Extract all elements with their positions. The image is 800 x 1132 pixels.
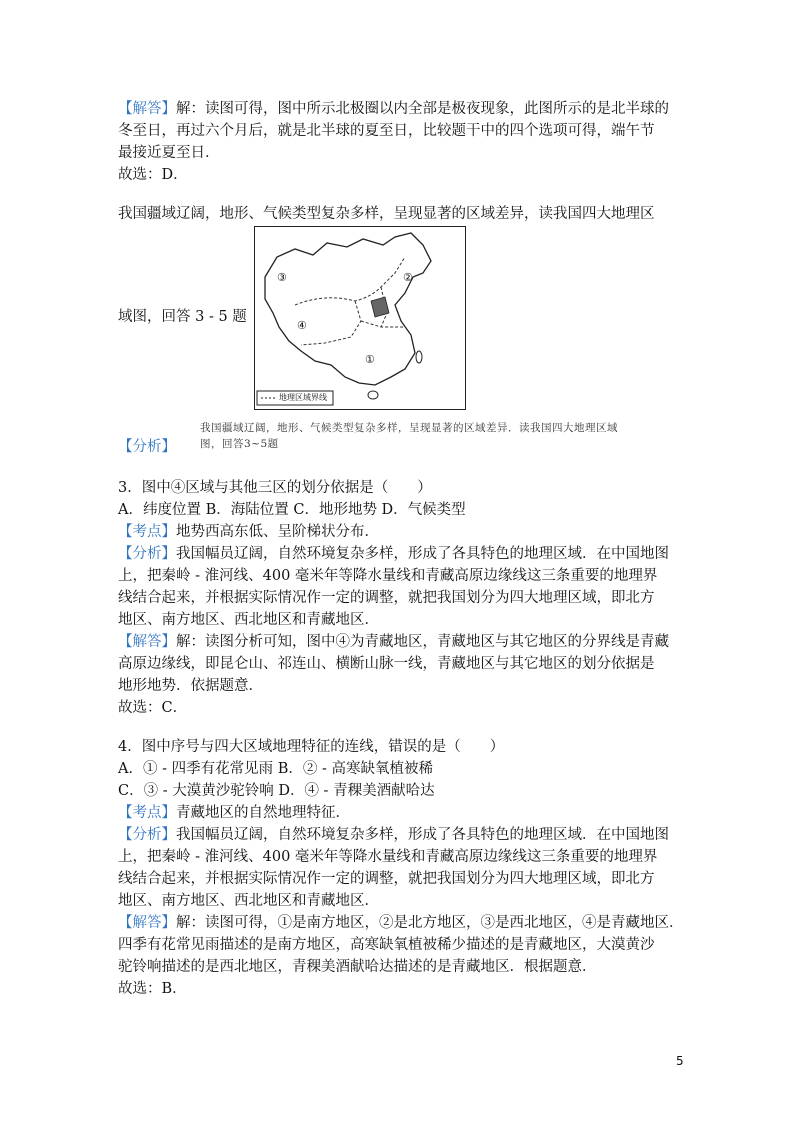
q4-kaodian: 【考点】青藏地区的自然地理特征．: [118, 805, 350, 821]
solution-tag: 【解答】: [118, 101, 176, 117]
q3-answer: 故选：C．: [118, 700, 188, 716]
q2-solution-line-3: 最接近夏至日．: [118, 145, 220, 161]
map-caption-line-2: 图，回答3~5题: [200, 438, 279, 450]
page-number: 5: [676, 1054, 684, 1068]
q3-fenxi-line-1: 【分析】我国幅员辽阔，自然环境复杂多样，形成了各具特色的地理区域．在中国地图: [118, 546, 669, 562]
map-caption-line-1: 我国疆域辽阔，地形、气候类型复杂多样，呈现显著的区域差异．读我国四大地理区域: [200, 422, 618, 434]
q2-solution-line-2: 冬至日，再过六个月后，就是北半球的夏至日，比较题干中的四个选项可得，端午节: [118, 123, 655, 139]
q4-fenxi-line-3: 线结合起来，并根据实际情况作一定的调整，就把我国划分为四大地理区域，即北方: [118, 871, 655, 887]
q4-options-line-1: A．① - 四季有花常见雨 B．② - 高寒缺氧植被稀: [118, 761, 433, 777]
q3-jieda-line-1: 【解答】解：读图分析可知，图中④为青藏地区，青藏地区与其它地区的分界线是青藏: [118, 634, 669, 650]
q3-kaodian: 【考点】地势西高东低、呈阶梯状分布．: [118, 524, 379, 540]
q4-jieda-line-2: 四季有花常见雨描述的是南方地区，高寒缺氧植被稀少描述的是青藏地区，大漠黄沙: [118, 937, 655, 953]
q3-fenxi-line-3: 线结合起来，并根据实际情况作一定的调整，就把我国划分为四大地理区域，即北方: [118, 590, 655, 606]
q3-options: A．纬度位置 B．海陆位置 C．地形地势 D．气候类型: [118, 502, 466, 518]
q3-jieda-line-2: 高原边缘线，即昆仑山、祁连山、横断山脉一线，青藏地区与其它地区的划分依据是: [118, 656, 655, 672]
intro-analysis-tag: 【分析】: [118, 439, 176, 455]
q3-stem: 3．图中④区域与其他三区的划分依据是（ ）: [118, 480, 432, 496]
q2-answer: 故选：D．: [118, 167, 188, 183]
q4-fenxi-line-4: 地区、南方地区、西北地区和青藏地区．: [118, 893, 379, 909]
q4-jieda-line-1: 【解答】解：读图可得，①是南方地区，②是北方地区，③是西北地区，④是青藏地区．: [118, 915, 684, 931]
q2-solution-line-1: 【解答】解：读图可得，图中所示北极圈以内全部是极夜现象，此图所示的是北半球的: [118, 101, 669, 117]
q4-jieda-line-3: 驼铃响描述的是西北地区，青稞美酒献哈达描述的是青藏地区．根据题意．: [118, 959, 597, 975]
map-legend-label: 地理区域界线: [279, 393, 327, 402]
map-drawing: [255, 227, 465, 409]
china-regions-map: [254, 226, 466, 410]
map-label-3: ③: [277, 271, 287, 284]
q4-fenxi-line-2: 上，把秦岭 - 淮河线、400 毫米年等降水量线和青藏高原边缘线这三条重要的地理界: [118, 849, 658, 865]
q4-fenxi-line-1: 【分析】我国幅员辽阔，自然环境复杂多样，形成了各具特色的地理区域．在中国地图: [118, 827, 669, 843]
q4-answer: 故选：B．: [118, 981, 187, 997]
q4-options-line-2: C．③ - 大漠黄沙驼铃响 D．④ - 青稞美酒献哈达: [118, 783, 435, 799]
q3-fenxi-line-4: 地区、南方地区、西北地区和青藏地区．: [118, 612, 379, 628]
q4-stem: 4．图中序号与四大区域地理特征的连线，错误的是（ ）: [118, 739, 505, 755]
map-label-4: ④: [297, 319, 307, 332]
intro-line-1: 我国疆域辽阔，地形、气候类型复杂多样，呈现显著的区域差异，读我国四大地理区: [118, 206, 655, 222]
map-caption: [200, 420, 660, 460]
map-label-2: ②: [403, 271, 413, 284]
intro-line-2: 域图，回答 3 - 5 题: [118, 309, 247, 325]
q3-fenxi-line-2: 上，把秦岭 - 淮河线、400 毫米年等降水量线和青藏高原边缘线这三条重要的地理界: [118, 568, 658, 584]
map-label-1: ①: [365, 353, 375, 366]
q3-jieda-line-3: 地形地势．依据题意．: [118, 678, 263, 694]
